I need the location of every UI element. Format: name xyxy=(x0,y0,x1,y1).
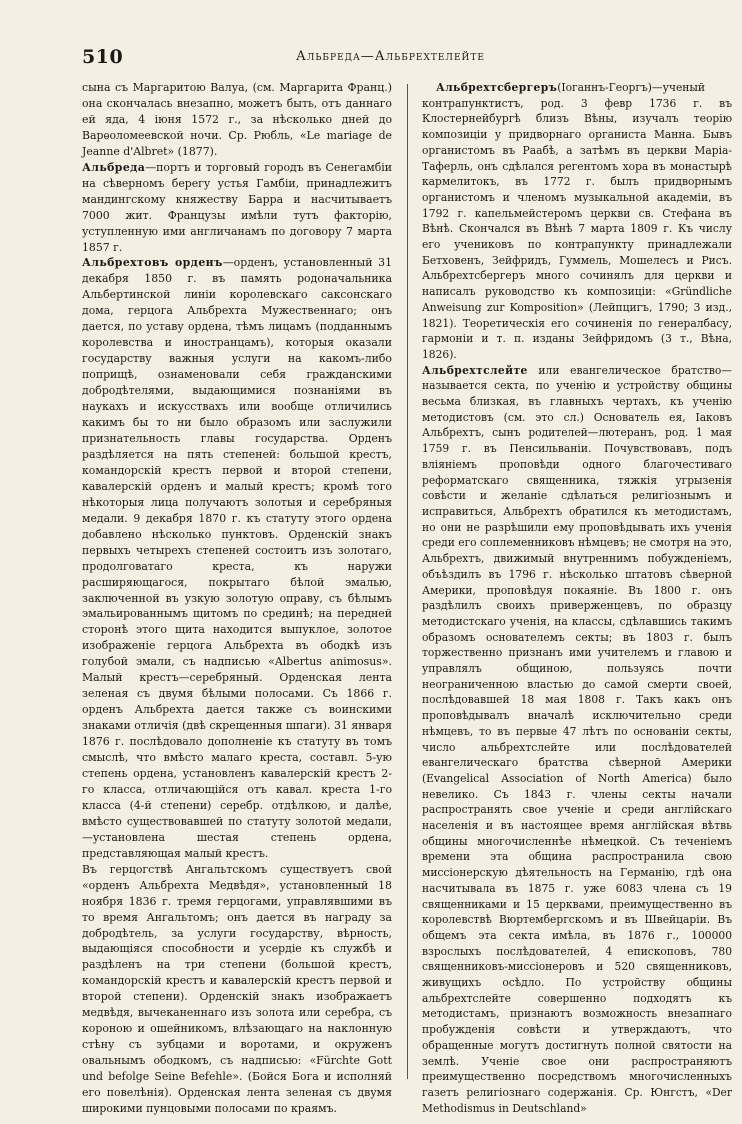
article-paragraph: Въ герцогствѣ Ангальтскомъ существуетъ свой «орденъ Альбрехта Медвѣдя», установленный 18 ноября 1836 г. тремя герцогами, управлявшими въ то время Ангальтомъ; онъ дается въ награду за добродѣтель, за услуги государству, вѣрность, выдающіяся способности и усердіе къ службѣ и раздѣленъ на три степени (большой крестъ, командорскій крестъ и кавалерскій крестъ первой и второй степени). Орденскій знакъ изображаетъ медвѣдя, вычеканеннаго изъ золота или серебра, съ короною и ошейникомъ, влѣзающаго на наклонную стѣну съ зубцами и воротами, и окруженъ овальнымъ ободкомъ, съ надписью: «Fürchte Gott und befolge Seine Befehle». (Бойся Бога и исполняй его повелѣнія). Орденская лента зеленая съ двумя широкими пунцовыми полосами по краямъ. xyxy=(82,862,392,1115)
page-number: 510 xyxy=(82,46,124,68)
running-head: Альбреда—Альбрехтелейте xyxy=(296,49,485,64)
headword: Альбрехтовъ орденъ xyxy=(82,256,223,270)
article-body: —орденъ, установленный 31 декабря 1850 г. въ память родоначальника Альбертинской линіи королевскаго саксонскаго дома, герцога Альбрехта Мужественнаго; онъ дается, по уставу ордена, тѣмъ лицамъ (подданнымъ королевства и иностранцамъ), которыя оказали государству важныя услуги на какомъ-либо поприщѣ, ознаменовали себя гражданскими добродѣтелями, выдающимися познаніями въ наукахъ и искусствахъ или вообще отличились какимъ бы то ни было образомъ или заслужили признательность главы государства. Орденъ раздѣляется на пять степеней: большой крестъ, командорскій крестъ первой и второй степени, кавалерскій орденъ и малый крестъ; кромѣ того нѣкоторыя лица получаютъ золотыя и серебряныя медали. 9 декабря 1870 г. къ статуту этого ордена добавлено нѣсколько пунктовъ. Орденскій знакъ первыхъ четырехъ степеней состоитъ изъ золотаго, продолговатаго креста, къ наружи расширяющагося, покрытаго бѣлой эмалью, заключенной въ узкую золотую оправу, съ бѣлымъ эмальированнымъ щитомъ по срединѣ; на передней сторонѣ этого щита находится выпуклое, золотое изображеніе герцога Альбрехта въ ободкѣ изъ голубой эмали, съ надписью «Albertus animosus». Малый крестъ—серебряный. Орденская лента зеленая съ двумя бѣлыми полосами. Съ 1866 г. орденъ Альбрехта дается также съ воинскими знаками отличія (двѣ скрещенныя шпаги). 31 января 1876 г. послѣдовало дополненіе къ статуту въ томъ смыслѣ, что вмѣсто малаго креста, составл. 5-ую степень ордена, установленъ кавалерскій крестъ 2-го класса, отличающійся отъ кавал. креста 1-го класса (4-й степени) серебр. отдѣлкою, и далѣе, вмѣсто существовавшей по статуту золотой медали,—установлена шестая степень ордена, представляющая малый крестъ. xyxy=(82,256,392,860)
article-albrechtsberger xyxy=(422,80,732,363)
article-albreda xyxy=(82,160,392,256)
right-column xyxy=(422,80,732,1116)
article-continuation: сына съ Маргаритою Валуа, (см. Маргарита Франц.) она скончалась внезапно, можетъ быть, отъ даннаго ей яда, 4 іюня 1572 г., за нѣсколько дней до Варѳоломеевской ночи. Ср. Рюбль, «Le mariage de Jeanne d'Albret» (1877). xyxy=(82,81,392,158)
article-albrechtsleute xyxy=(422,363,732,1117)
article-body: (Іоганнъ-Георгъ)—ученый контрапунктистъ, род. 3 февр 1736 г. въ Клостернейбургѣ близъ Вѣны, изучалъ теорію композиціи у придворнаго органиста Манна. Бывъ органистомъ въ Раабѣ, а затѣмъ въ церкви Маріа-Таферль, онъ сдѣлался регентомъ хора въ монастырѣ кармелитокъ, въ 1772 г. былъ придворнымъ органистомъ и членомъ музыкальной академіи, въ 1792 г. капельмейстеромъ церкви св. Стефана въ Вѣнѣ. Скончался въ Вѣнѣ 7 марта 1809 г. Къ числу его учениковъ по контрапункту принадлежали Бетховенъ, Зейфридъ, Гуммель, Мошелесъ и Рисъ. Альбрехтсбергеръ много сочинялъ для церкви и написалъ руководство къ композиціи: «Gründliche Anweisung zur Komposition» (Лейпцигъ, 1790; 3 изд., 1821). Теоретическія его сочиненія по генералбасу, гармоніи и т. п. изданы Зейфридомъ (3 т., Вѣна, 1826). xyxy=(422,81,732,361)
article-body: или евангелическое братство—называется секта, по ученію и устройству общины весьма близкая, въ главныхъ чертахъ, къ ученію методистовъ (см. это сл.) Основатель ея, Іаковъ Альбрехтъ, сынъ родителей—лютеранъ, род. 1 мая 1759 г. въ Пенсильваніи. Почувствовавъ, подъ вліяніемъ проповѣди одного благочестиваго реформатскаго священника, тяжкія угрызенія совѣсти и желаніе сдѣлаться религіознымъ и исправиться, Альбрехтъ обратился къ методистамъ, но они не разрѣшили ему проповѣдывать ихъ ученія среди его соплеменниковъ нѣмцевъ; не смотря на это, Альбрехтъ, движимый внутреннимъ побужденіемъ, объѣздилъ въ 1796 г. нѣсколько штатовъ сѣверной Америки, проповѣдуя покаяніе. Въ 1800 г. онъ раздѣлилъ своихъ приверженцевъ, по образцу методистскаго ученія, на классы, сдѣлавшись такимъ образомъ основателемъ секты; въ 1803 г. былъ торжественно признанъ ими учителемъ и главою и управлялъ общиною, пользуясь почти неограниченною властью до самой смерти своей, послѣдовавшей 18 мая 1808 г. Такъ какъ онъ проповѣдывалъ вначалѣ исключительно среди нѣмцевъ, то въ первые 47 лѣтъ по основаніи секты, число альбрехтслейте или послѣдователей евангелическаго братства сѣверной Америки (Evangelical Association of North America) было невелико. Съ 1843 г. члены секты начали распространять свое ученіе и среди англійскаго населенія и въ настоящее время англійская вѣтвь общины многочисленнѣе нѣмецкой. Съ теченіемъ времени эта община распространила свою миссіонерскую дѣятельность на Германію, гдѣ она насчитывала въ 1875 г. уже 6083 члена съ 19 священниками и 15 церквами, преимущественно въ королевствѣ Вюртембергскомъ и въ Швейцаріи. Въ общемъ эта секта имѣла, въ 1876 г., 100000 взрослыхъ послѣдователей, 4 епископовъ, 780 священниковъ-миссіонеровъ и 520 священниковъ, живущихъ осѣдло. По устройству общины альбрехтслейте совершенно подходятъ къ методистамъ, признаютъ возможность внезапнаго пробужденія совѣсти и утверждаютъ, что обращенные могутъ достигнуть полной святости на землѣ. Ученіе свое они распространяютъ преимущественно посредствомъ многочисленныхъ газетъ религіознаго содержанія. Ср. Юнгстъ, «Der Methodismus in Deutschland» xyxy=(422,363,732,1115)
headword: Альбрехтсбергеръ xyxy=(436,81,558,94)
article-body: —портъ и торговый городъ въ Сенегамбіи на сѣверномъ берегу устья Гамбіи, принадлежитъ мандингскому княжеству Барра и насчитываетъ 7000 жит. Французы имѣли тутъ факторію, уступленную ими англичанамъ по договору 7 марта 1857 г. xyxy=(82,160,392,254)
left-column xyxy=(82,80,392,1117)
headword: Альбрехтслейте xyxy=(422,363,528,377)
headword: Альбреда xyxy=(82,160,146,174)
column-divider xyxy=(407,84,408,1079)
article-albrecht-order xyxy=(82,255,392,861)
